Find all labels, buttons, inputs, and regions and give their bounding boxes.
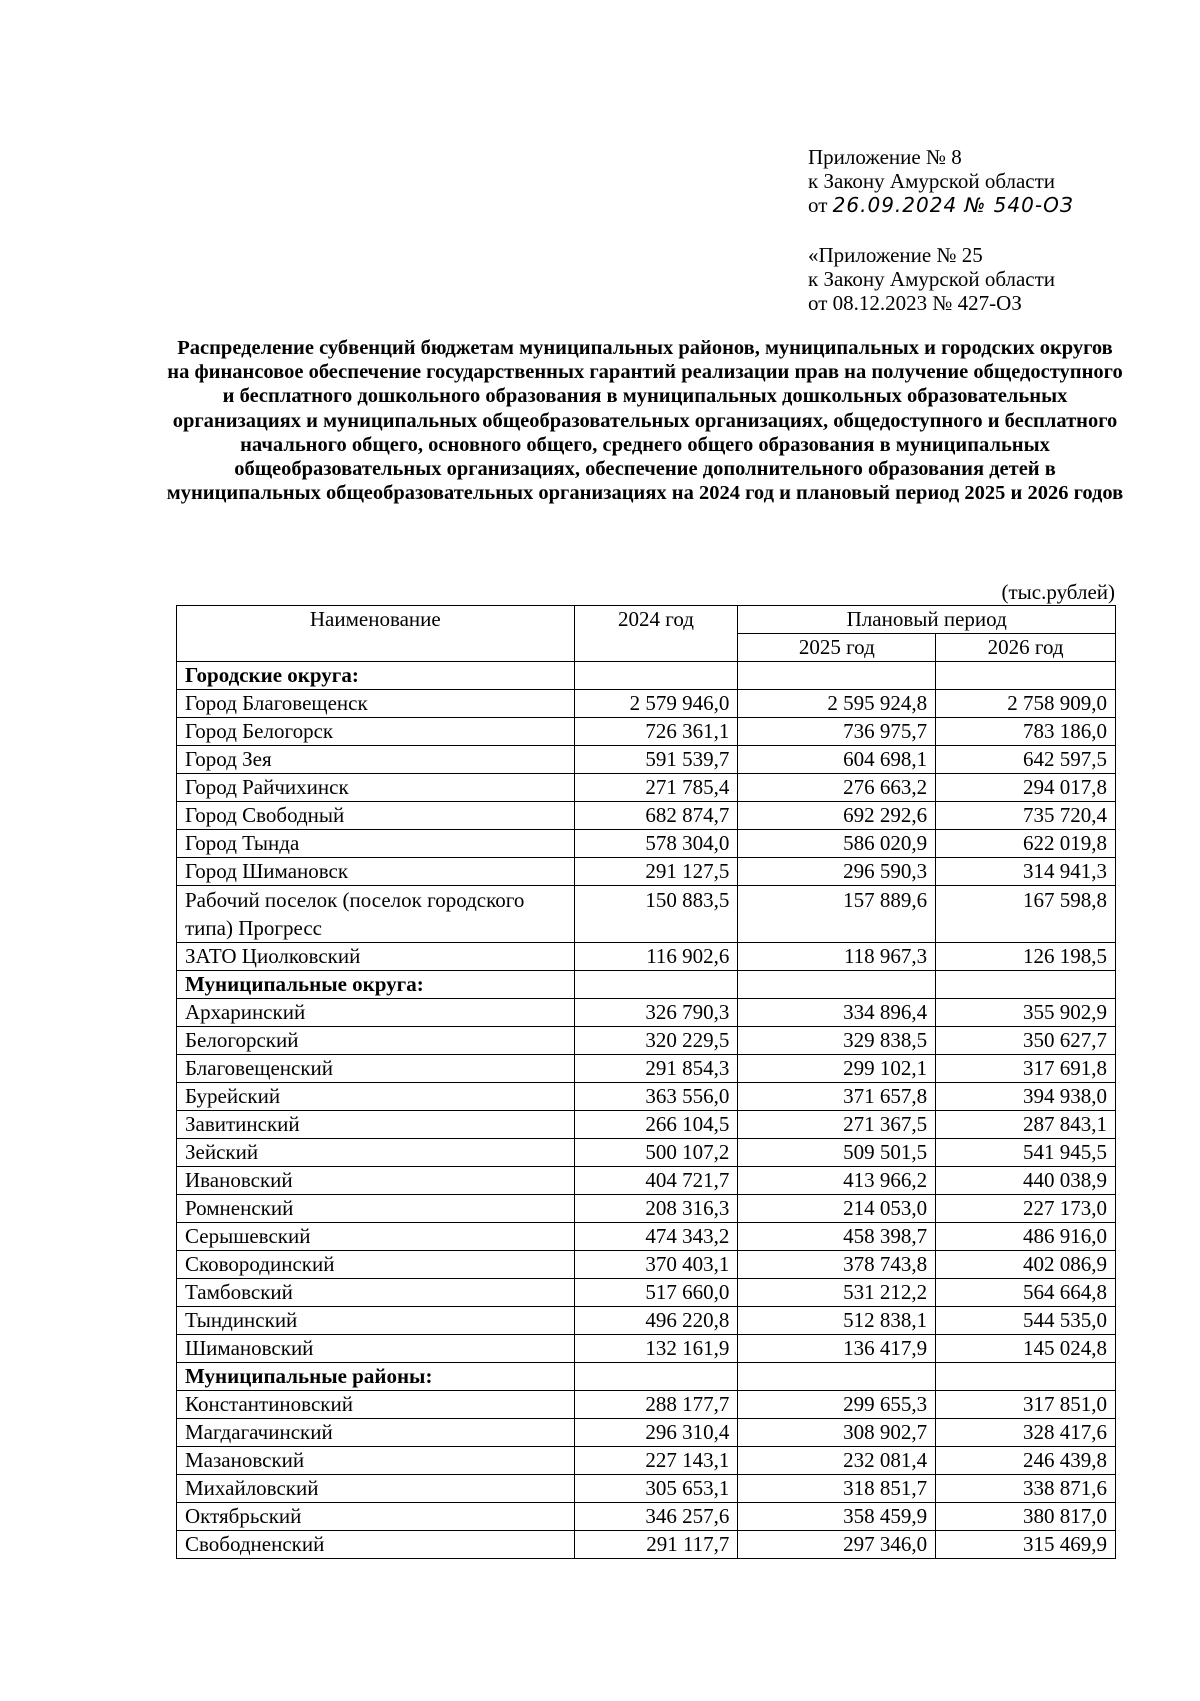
table-row — [177, 746, 1116, 774]
value-2026: 564 664,8 — [936, 1279, 1116, 1307]
value-2025: 214 053,0 — [738, 1195, 936, 1223]
value-2026: 440 038,9 — [936, 1167, 1116, 1195]
row-name: Архаринский — [177, 999, 575, 1027]
value-2026: 355 902,9 — [936, 999, 1116, 1027]
value-2025: 297 346,0 — [738, 1531, 936, 1559]
row-name: Белогорский — [177, 1027, 575, 1055]
row-name: Серышевский — [177, 1223, 575, 1251]
value-2024: 726 361,1 — [574, 718, 738, 746]
value-2026: 294 017,8 — [936, 774, 1116, 802]
value-2025: 136 417,9 — [738, 1335, 936, 1363]
table-row — [177, 1083, 1116, 1111]
value-2025: 157 889,6 — [738, 886, 936, 943]
value-2026: 126 198,5 — [936, 943, 1116, 971]
value-2026: 350 627,7 — [936, 1027, 1116, 1055]
empty-cell — [574, 971, 738, 999]
row-name: Город Райчихинск — [177, 774, 575, 802]
empty-cell — [936, 971, 1116, 999]
value-2024: 291 854,3 — [574, 1055, 738, 1083]
value-2024: 474 343,2 — [574, 1223, 738, 1251]
value-2025: 2 595 924,8 — [738, 690, 936, 718]
table-row — [177, 1503, 1116, 1531]
value-2024: 500 107,2 — [574, 1139, 738, 1167]
table-row — [177, 1111, 1116, 1139]
previous-appendix-law: к Закону Амурской области — [808, 267, 1056, 291]
value-2024: 132 161,9 — [574, 1335, 738, 1363]
value-2024: 363 556,0 — [574, 1083, 738, 1111]
value-2024: 291 127,5 — [574, 858, 738, 886]
row-name: Город Свободный — [177, 802, 575, 830]
table-row — [177, 999, 1116, 1027]
table-row — [177, 1027, 1116, 1055]
row-name: Город Зея — [177, 746, 575, 774]
value-2026: 402 086,9 — [936, 1251, 1116, 1279]
empty-cell — [738, 662, 936, 690]
value-2024: 208 316,3 — [574, 1195, 738, 1223]
value-2025: 232 081,4 — [738, 1447, 936, 1475]
value-2024: 227 143,1 — [574, 1447, 738, 1475]
document-title: Распределение субвенций бюджетам муниципальных районов, муниципальных и городских округов на финансовое обеспечение государственных гарантий реализации прав на получение общедоступного и бесплатного дошкольного образования в муниципальных дошкольных образовательных организациях и муниципальных общеобразовательных организациях, общедоступного и бесплатного начального общего, основного общего, среднего общего образования в муниципальных общеобразовательных организациях, обеспечение дополнительного образования детей в муниципальных общеобразовательных организациях на 2024 год и плановый период 2025 и 2026 годов — [166, 337, 1124, 505]
value-2026: 783 186,0 — [936, 718, 1116, 746]
table-row — [177, 802, 1116, 830]
row-name: Тамбовский — [177, 1279, 575, 1307]
value-2025: 318 851,7 — [738, 1475, 936, 1503]
table-row — [177, 1335, 1116, 1363]
row-name: Магдагачинский — [177, 1419, 575, 1447]
row-name: Город Благовещенск — [177, 690, 575, 718]
value-2026: 328 417,6 — [936, 1419, 1116, 1447]
value-2026: 2 758 909,0 — [936, 690, 1116, 718]
value-2024: 296 310,4 — [574, 1419, 738, 1447]
value-2025: 604 698,1 — [738, 746, 936, 774]
empty-cell — [738, 971, 936, 999]
value-2025: 299 102,1 — [738, 1055, 936, 1083]
table-row — [177, 1195, 1116, 1223]
table-row — [177, 1531, 1116, 1559]
value-2026: 338 871,6 — [936, 1475, 1116, 1503]
header-2024: 2024 год — [574, 606, 738, 662]
header-2026: 2026 год — [936, 634, 1116, 662]
row-name: Рабочий поселок (поселок городского типа) Прогресс — [177, 886, 575, 943]
appendix-date-line — [808, 193, 1188, 217]
group-title: Муниципальные округа: — [177, 971, 575, 999]
value-2025: 308 902,7 — [738, 1419, 936, 1447]
value-2026: 544 535,0 — [936, 1307, 1116, 1335]
value-2026: 317 691,8 — [936, 1055, 1116, 1083]
table-row — [177, 774, 1116, 802]
value-2025: 509 501,5 — [738, 1139, 936, 1167]
appendix-header — [808, 145, 1188, 217]
table-row — [177, 1419, 1116, 1447]
value-2025: 586 020,9 — [738, 830, 936, 858]
table-row — [177, 886, 1116, 943]
subvention-table — [176, 605, 1116, 1559]
value-2026: 394 938,0 — [936, 1083, 1116, 1111]
row-name: Михайловский — [177, 1475, 575, 1503]
row-name: Завитинский — [177, 1111, 575, 1139]
value-2024: 271 785,4 — [574, 774, 738, 802]
value-2024: 288 177,7 — [574, 1391, 738, 1419]
appendix-law: к Закону Амурской области — [808, 169, 1056, 193]
value-2024: 346 257,6 — [574, 1503, 738, 1531]
table-row — [177, 1307, 1116, 1335]
appendix-number: Приложение № 8 — [808, 145, 962, 169]
value-2026: 227 173,0 — [936, 1195, 1116, 1223]
value-2026: 167 598,8 — [936, 886, 1116, 943]
value-2025: 118 967,3 — [738, 943, 936, 971]
value-2025: 378 743,8 — [738, 1251, 936, 1279]
table-row — [177, 858, 1116, 886]
value-2026: 317 851,0 — [936, 1391, 1116, 1419]
empty-cell — [574, 1363, 738, 1391]
row-name: Октябрьский — [177, 1503, 575, 1531]
empty-cell — [936, 662, 1116, 690]
value-2025: 736 975,7 — [738, 718, 936, 746]
row-name: Город Белогорск — [177, 718, 575, 746]
value-2024: 682 874,7 — [574, 802, 738, 830]
row-name: Мазановский — [177, 1447, 575, 1475]
table-body — [177, 662, 1116, 1559]
group-row — [177, 662, 1116, 690]
value-2024: 578 304,0 — [574, 830, 738, 858]
units-label: (тыс.рублей) — [1001, 580, 1115, 604]
row-name: Тындинский — [177, 1307, 575, 1335]
value-2024: 150 883,5 — [574, 886, 738, 943]
row-name: Константиновский — [177, 1391, 575, 1419]
row-name: Ромненский — [177, 1195, 575, 1223]
value-2026: 486 916,0 — [936, 1223, 1116, 1251]
value-2025: 271 367,5 — [738, 1111, 936, 1139]
value-2024: 2 579 946,0 — [574, 690, 738, 718]
table-row — [177, 1251, 1116, 1279]
value-2025: 371 657,8 — [738, 1083, 936, 1111]
row-name: ЗАТО Циолковский — [177, 943, 575, 971]
value-2026: 622 019,8 — [936, 830, 1116, 858]
header-planned-period: Плановый период — [738, 606, 1116, 634]
row-name: Сковородинский — [177, 1251, 575, 1279]
empty-cell — [574, 662, 738, 690]
table-row — [177, 718, 1116, 746]
appendix-date-prefix: от — [808, 193, 828, 217]
value-2024: 591 539,7 — [574, 746, 738, 774]
row-name: Город Шимановск — [177, 858, 575, 886]
header-name: Наименование — [177, 606, 575, 662]
value-2025: 413 966,2 — [738, 1167, 936, 1195]
table-row — [177, 1391, 1116, 1419]
group-row — [177, 1363, 1116, 1391]
table-row — [177, 1447, 1116, 1475]
table-row — [177, 830, 1116, 858]
value-2026: 380 817,0 — [936, 1503, 1116, 1531]
table-row — [177, 1139, 1116, 1167]
value-2024: 496 220,8 — [574, 1307, 738, 1335]
row-name: Благовещенский — [177, 1055, 575, 1083]
handwritten-date: 26.09.2024 № 540-ОЗ — [832, 193, 1074, 217]
empty-cell — [936, 1363, 1116, 1391]
value-2026: 315 469,9 — [936, 1531, 1116, 1559]
table-row — [177, 1223, 1116, 1251]
value-2024: 266 104,5 — [574, 1111, 738, 1139]
row-name: Город Тында — [177, 830, 575, 858]
row-name: Бурейский — [177, 1083, 575, 1111]
value-2025: 358 459,9 — [738, 1503, 936, 1531]
group-title: Муниципальные районы: — [177, 1363, 575, 1391]
previous-appendix-header — [808, 243, 1188, 315]
value-2026: 541 945,5 — [936, 1139, 1116, 1167]
table-row — [177, 1055, 1116, 1083]
row-name: Шимановский — [177, 1335, 575, 1363]
value-2026: 642 597,5 — [936, 746, 1116, 774]
value-2026: 246 439,8 — [936, 1447, 1116, 1475]
value-2025: 276 663,2 — [738, 774, 936, 802]
value-2026: 287 843,1 — [936, 1111, 1116, 1139]
value-2024: 404 721,7 — [574, 1167, 738, 1195]
value-2024: 517 660,0 — [574, 1279, 738, 1307]
value-2025: 458 398,7 — [738, 1223, 936, 1251]
value-2026: 314 941,3 — [936, 858, 1116, 886]
row-name: Ивановский — [177, 1167, 575, 1195]
value-2025: 692 292,6 — [738, 802, 936, 830]
row-name: Зейский — [177, 1139, 575, 1167]
previous-appendix-number: «Приложение № 25 — [808, 243, 983, 267]
group-title: Городские округа: — [177, 662, 575, 690]
table-row — [177, 1475, 1116, 1503]
table-row — [177, 690, 1116, 718]
previous-appendix-date: от 08.12.2023 № 427-ОЗ — [808, 291, 1022, 315]
group-row — [177, 971, 1116, 999]
header-2025: 2025 год — [738, 634, 936, 662]
value-2025: 531 212,2 — [738, 1279, 936, 1307]
value-2024: 326 790,3 — [574, 999, 738, 1027]
value-2026: 145 024,8 — [936, 1335, 1116, 1363]
table-row — [177, 1167, 1116, 1195]
value-2025: 296 590,3 — [738, 858, 936, 886]
value-2024: 291 117,7 — [574, 1531, 738, 1559]
table-row — [177, 943, 1116, 971]
value-2024: 116 902,6 — [574, 943, 738, 971]
value-2025: 299 655,3 — [738, 1391, 936, 1419]
value-2025: 329 838,5 — [738, 1027, 936, 1055]
value-2024: 370 403,1 — [574, 1251, 738, 1279]
row-name: Свободненский — [177, 1531, 575, 1559]
table-row — [177, 1279, 1116, 1307]
empty-cell — [738, 1363, 936, 1391]
value-2024: 320 229,5 — [574, 1027, 738, 1055]
value-2025: 512 838,1 — [738, 1307, 936, 1335]
value-2024: 305 653,1 — [574, 1475, 738, 1503]
value-2025: 334 896,4 — [738, 999, 936, 1027]
value-2026: 735 720,4 — [936, 802, 1116, 830]
